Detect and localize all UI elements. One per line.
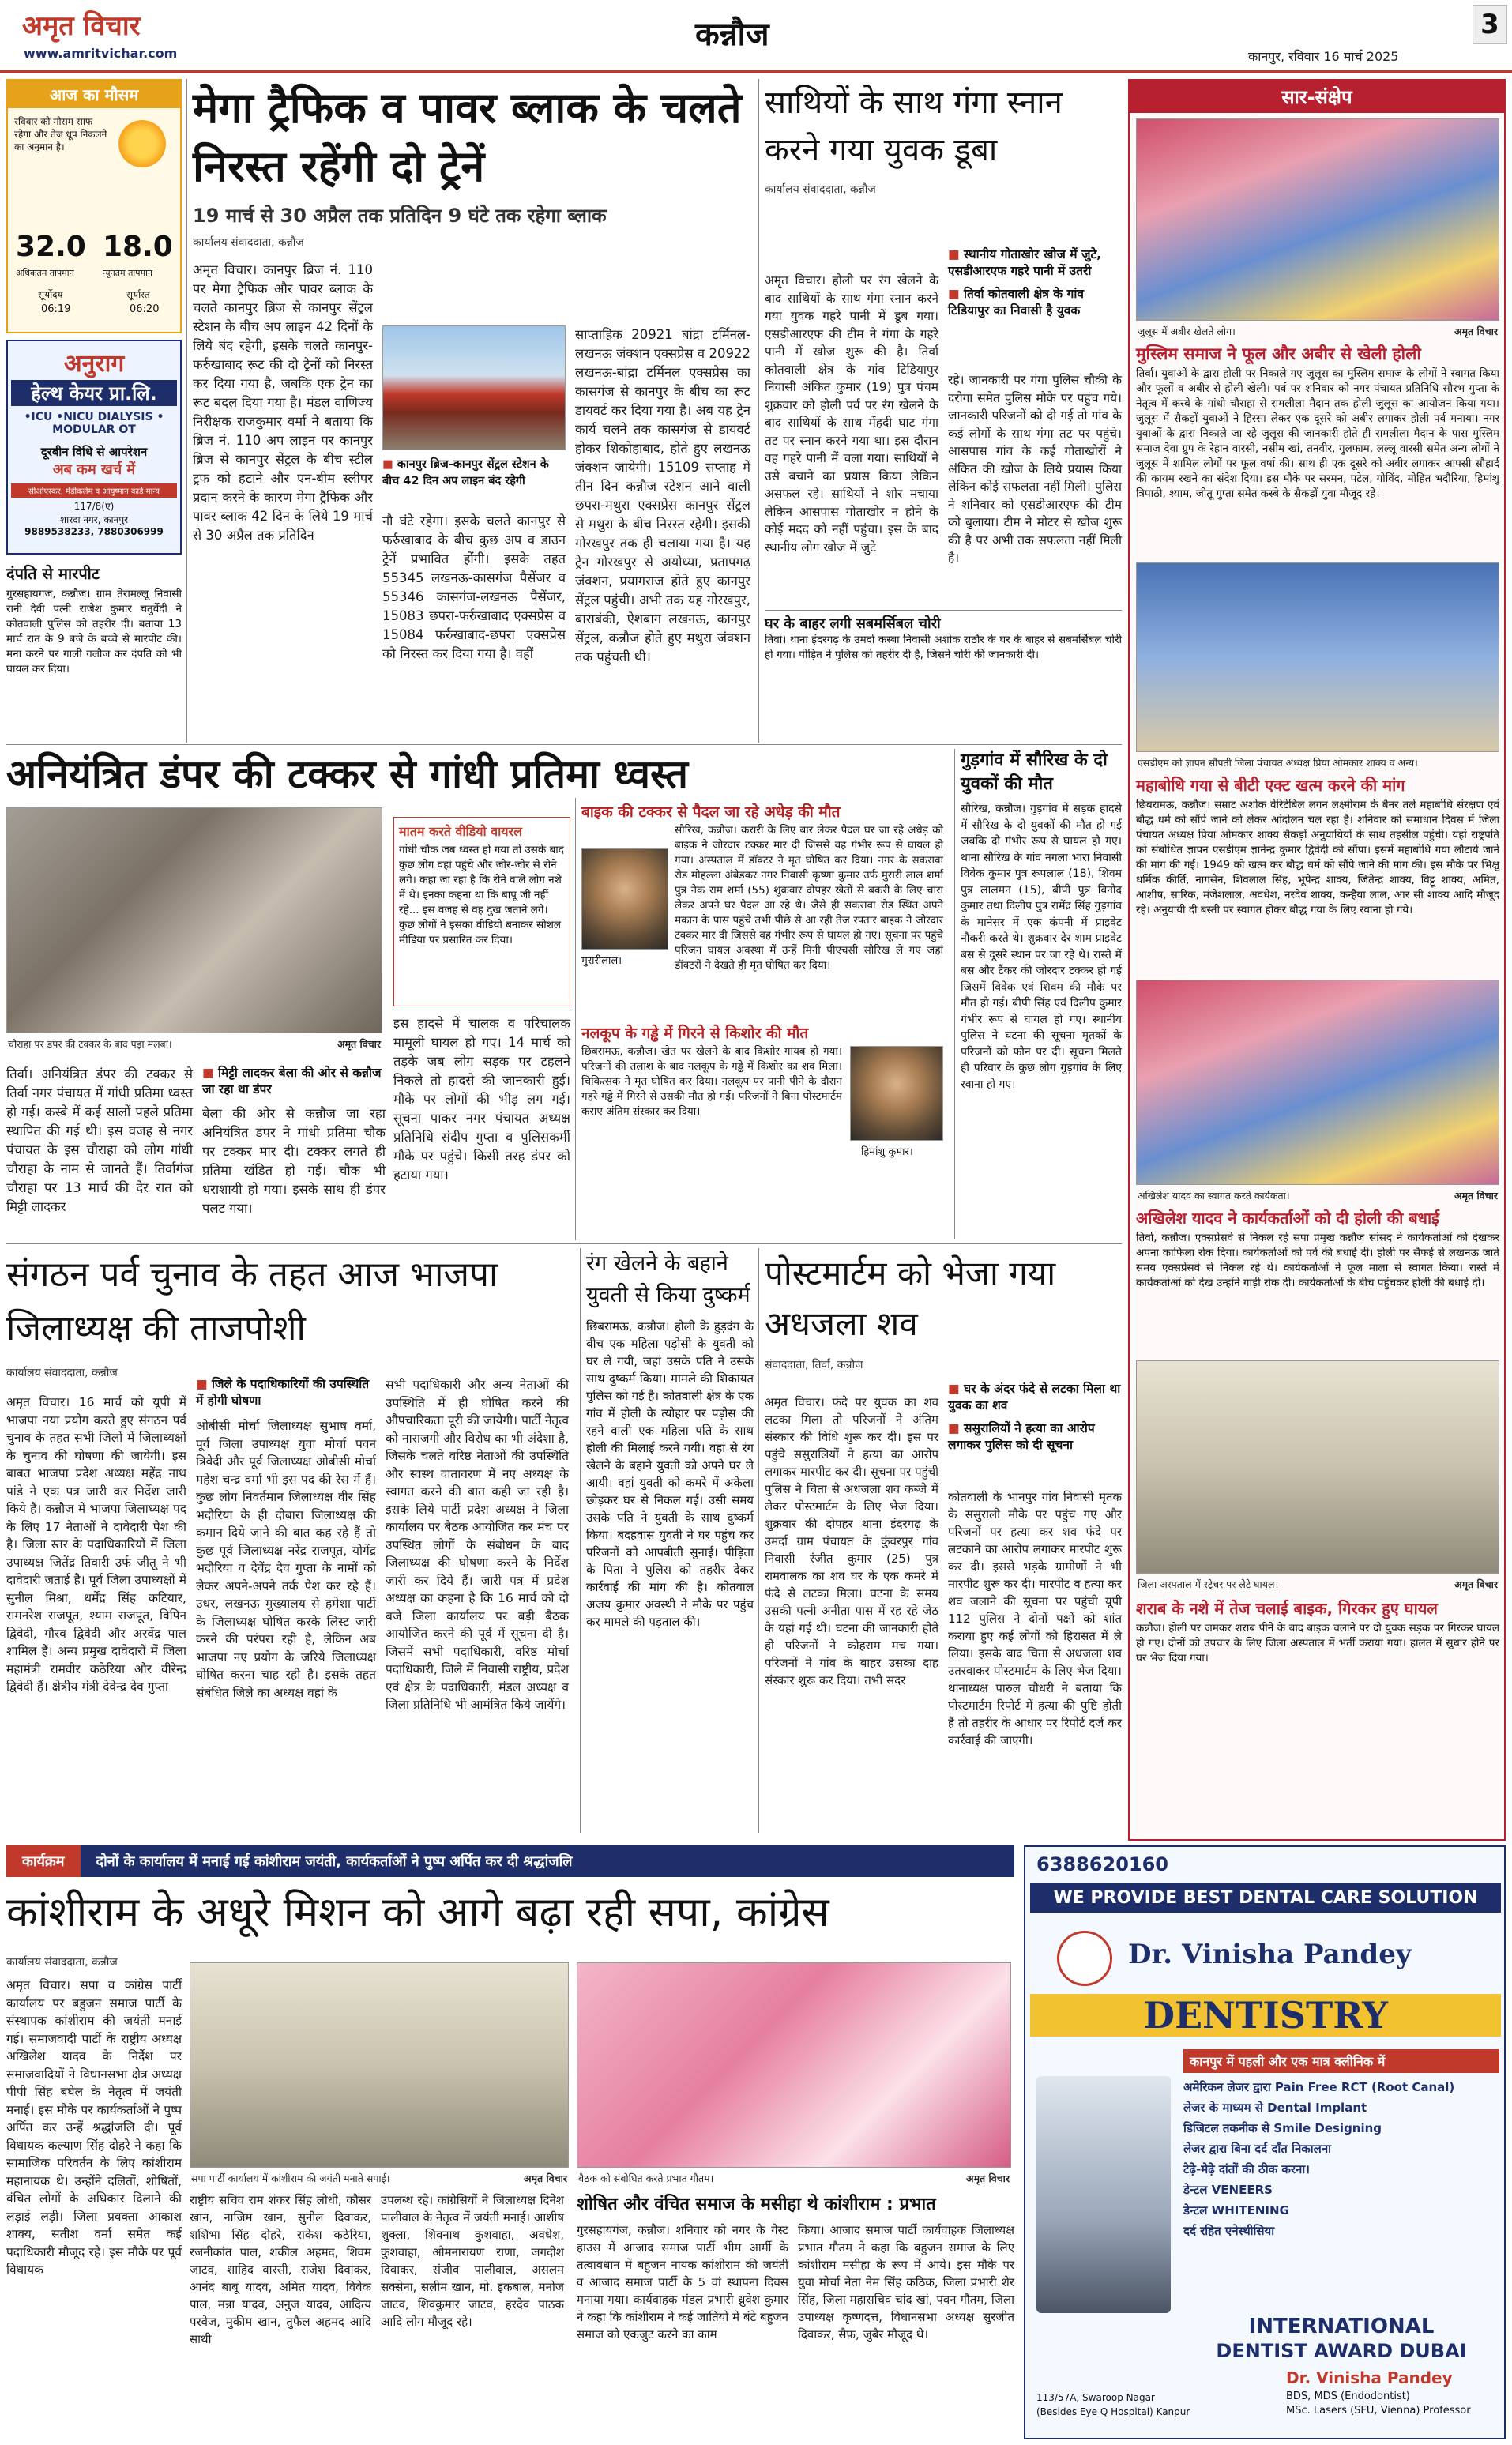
video-box <box>393 817 570 1006</box>
sub-brief-headline: घर के बाहर लगी सबमर्सिबल चोरी <box>765 615 941 632</box>
dental-service-5: टेढ़े-मेढ़े दांतों की ठीक करना। <box>1183 2162 1310 2176</box>
sunrise-time: 06:19 <box>41 303 71 315</box>
sidebar-caption-1 <box>1136 322 1499 340</box>
ganga-story <box>765 79 1122 743</box>
prabhat-col2: किया। आजाद समाज पार्टी कार्यवाहक जिलाध्यक्ष प्रभात गौतम ने कहा कि बहुजन समाज के लिए कांशीराम मसीहा के रूप में आये। इस मौके पर युवा मोर्चा नेता नेम सिंह कठिक, जिला प्रभारी शेर सिंह, जिला महासचिव चांद खां, पवन गौतम, जिला उपाध्यक्ष कृष्णदत्त, विधानसभा अध्यक्ष सुरजीत दिवाकर, सैफ़, जुबैर मौजूद थे। <box>798 2223 1014 2342</box>
ganga-bullets <box>948 246 1122 319</box>
dental-address-2: (Besides Eye Q Hospital) Kanpur <box>1036 2406 1190 2417</box>
sidebar-headline-1: मुस्लिम समाज ने फूल और अबीर से खेली होली <box>1136 344 1421 363</box>
sidebar-caption-2 <box>1136 754 1499 772</box>
sidebar-credit-4: अमृत विचार <box>1454 1578 1498 1590</box>
gandhi-caption-text: चौराहा पर डंपर की टक्कर के बाद पड़ा मलबा। <box>8 1038 172 1050</box>
prabhat-headline: शोषित और वंचित समाज के मसीहा थे कांशीराम : प्रभात <box>577 2195 936 2214</box>
dental-degrees-2: MSc. Lasers (SFU, Vienna) Professor <box>1286 2405 1471 2417</box>
prabhat-col1: गुरसहायगंज, कन्नौज। शनिवार को नगर के गेस्ट हाउस में आजाद समाज पार्टी भीम आर्मी के तत्वावधान में बहुजन नायक कांशीराम की जयंती व आजाद समाज पार्टी के 5 वां स्थापना दिवस मनाया गया। कार्यवाहक मंडल प्रभारी ध्रुवेश कुमार ने कहा कि कांशीराम ने कई जातियों में बंटे बहुजन समाज को एकजुट करने का काम <box>577 2223 788 2342</box>
kanshiram-photo-2 <box>577 1962 1011 2168</box>
dental-doctor: Dr. Vinisha Pandey <box>1128 1939 1412 1970</box>
dental-banner: WE PROVIDE BEST DENTAL CARE SOLUTION <box>1030 1883 1501 1913</box>
elderly-photo <box>581 848 668 950</box>
gandhi-photo-caption <box>6 1035 382 1053</box>
kanshiram-band <box>6 1845 1014 1877</box>
sunset-label: सूर्यास्त <box>126 289 150 300</box>
train-photo-caption: ■ कानपुर ब्रिज-कानपुर सेंट्रल स्टेशन के बीच 42 दिन अप लाइन बंद रहेगी <box>382 457 566 490</box>
sub-brief-text: तिर्वा। थाना इंदरगढ़ के उमर्दा कस्बा निवासी अशोक राठौर के घर के बाहर से सबमर्सिबल चोरी हो गया। पीड़ित ने पुलिस को तहरीर दी है, जिसने चोरी की जानकारी दी। <box>765 634 1122 661</box>
saurikh-headline: गुड़गांव में सौरिख के दो युवकों की मौत <box>961 750 1108 794</box>
dental-service-2: लेजर के माध्यम से Dental Implant <box>1183 2101 1367 2115</box>
train-col1: अमृत विचार। कानपुर ब्रिज नं. 110 पर मेगा ट्रैफिक और पावर ब्लाक के चलते कानपुर ब्रिज से कानपुर सेंट्रल स्टेशन के बीच अप लाइन 42 दिनों के लिये बंद रहेगी, इसके चलते कानपुर-फर्रुखाबाद रूट की दो ट्रेनों को निरस्त कर दिया गया है, जबकि एक ट्रेन का रूट बदल दिया गया है। मंडल वाणिज्य निरीक्षक राजकुमार वर्मा ने बताया कि ब्रिज नं. 110 अप लाइन पर कानपुर ब्रिज से कानपुर सेंट्रल के बीच स्टील ट्रफ को हटाने और एन-बीम स्लीपर प्रदान करने के कारण मेगा ट्रैफिक और पावर ब्लाक 42 दिन के लिये 19 मार्च से 30 अप्रैल तक प्रतिदिन <box>193 262 373 543</box>
bjp-bullet: ■ जिले के पदाधिकारियों की उपस्थिति में होगी घोषणा <box>196 1376 376 1409</box>
train-byline: कार्यालय संवाददाता, कन्नौज <box>193 236 304 249</box>
dental-service-3: डिजिटल तकनीक से Smile Designing <box>1183 2121 1382 2135</box>
kanshiram-photo-1 <box>190 1962 569 2168</box>
gandhi-headline: अनियंत्रित डंपर की टक्कर से गांधी प्रतिमा ध्वस्त <box>6 751 688 797</box>
kanshiram-caption-2 <box>577 2169 1011 2187</box>
train-col3: साप्ताहिक 20921 बांद्रा टर्मिनल-लखनऊ जंक्शन एक्सप्रेस व 20922 लखनऊ-बांद्रा टर्मिनल एक्सप्रेस का कासगंज से कानपुर के बीच का रूट डायवर्ट कर दिया गया है। अब यह ट्रेन कार्य चलने तक कासगंज से डायवर्ट होकर शिकोहाबाद, होते हुए लखनऊ जंक्शन जायेगी। 15109 सप्ताह में तीन दिन कन्नौज स्टेशन आने वाली छपरा-मथुरा एक्सप्रेस कानपुर सेंट्रल से मथुरा के बीच निरस्त रहेगी। इसकी गोरखपुर तक ही चलाया गया है। यह ट्रेन गोरखपुर से अयोध्या, प्रतापगढ़ जंक्शन, प्रयागराज होते हुए कानपुर सेंट्रल पहुंची। अभी तक यह गोरखपुर, बाराबंकी, ऐशबाग लखनऊ, कानपुर सेंट्रल, कन्नौज होते हुए मथुरा जंक्शन तक पहुंचती थी। <box>575 327 750 664</box>
bjp-story <box>6 1248 575 1833</box>
kanshiram-kicker: दोनों के कार्यालय में मनाई गई कांशीराम जयंती, कार्यकर्ताओं ने पुष्प अर्पित कर दी श्रद्धांजलि <box>96 1853 573 1870</box>
ganga-bullet-1: ■ स्थानीय गोताखोर खोज में जुटे, एसडीआरएफ गहरे पानी में उतरी <box>948 246 1122 280</box>
website: www.amritvichar.com <box>24 46 178 61</box>
sidebar <box>1128 79 1506 1841</box>
kanshiram-credit-2: अमृत विचार <box>966 2172 1010 2184</box>
kanshiram-credit-1: अमृत विचार <box>524 2172 567 2184</box>
sidebar-caption-2-text: एसडीएम को ज्ञापन सौंपती जिला पंचायत अध्यक्ष प्रिया ओमकार शाक्य व अन्य। <box>1138 757 1418 769</box>
dental-ad <box>1024 1845 1506 2439</box>
sidebar-headline-4: शराब के नशे में तेज चलाई बाइक, गिरकर हुए घायल <box>1136 1599 1438 1618</box>
sidebar-photo-4 <box>1136 1360 1499 1574</box>
postmortem-bullet-1: ■ घर के अंदर फंदे से लटका मिला था युवक का शव <box>948 1381 1122 1414</box>
sidebar-photo-2 <box>1136 562 1499 752</box>
ganga-byline: कार्यालय संवाददाता, कन्नौज <box>765 183 876 196</box>
dental-address-1: 113/57A, Swaroop Nagar <box>1036 2392 1155 2403</box>
hospital-street: शारदा नगर, कानपुर <box>59 514 129 525</box>
max-temp: 32.0 <box>16 231 86 263</box>
train-photo <box>382 325 566 450</box>
postmortem-bullets <box>948 1381 1122 1454</box>
video-box-title: मातम करते वीडियो वायरल <box>399 824 522 839</box>
ganga-headline: साथियों के साथ गंगा स्नान करने गया युवक डूबा <box>765 85 1063 168</box>
bjp-headline: संगठन पर्व चुनाव के तहत आज भाजपा जिलाध्यक्ष की ताजपोशी <box>6 1254 498 1349</box>
sidebar-title: सार-संक्षेप <box>1130 81 1504 113</box>
kanshiram-caption-2-text: बैठक को संबोधित करते प्रभात गौतम। <box>578 2172 714 2184</box>
kanshiram-category: कार्यक्रम <box>6 1845 81 1877</box>
bjp-byline: कार्यालय संवाददाता, कन्नौज <box>6 1367 118 1379</box>
sidebar-credit-3: अमृत विचार <box>1454 1190 1498 1202</box>
page-city: कन्नौज <box>695 17 769 53</box>
kanshiram-caption-1-text: सपा पार्टी कार्यालय में कांशीराम की जयंती मनाते सपाई। <box>191 2172 390 2184</box>
bjp-col3: सभी पदाधिकारी और अन्य नेताओं की उपस्थिति में ही घोषित करने की औपचारिकता पूरी की जायेगी। पार्टी नेतृत्व को नाराजगी और विरोध का भी अंदेशा है, जिसके चलते वरिष्ठ नेताओं की उपस्थिति और स्वस्थ वातावरण में नए अध्यक्ष के स्वागत करने की बात कही जा रही है। इसके लिये पार्टी प्रदेश अध्यक्ष ने जिला कार्यालय पर बैठक आयोजित कर मंच पर उपस्थित लोगों के संबोधन के बाद जिलाध्यक्ष की घोषणा करने के निर्देश जारी कर दिये हैं। जारी पत्र में प्रदेश अध्यक्ष का कहना है कि 16 मार्च को दो बजे जिला कार्यालय पर बड़ी बैठक आयोजित करने की पूर्व में सूचना दी है। जिसमें सभी पदाधिकारी, वरिष्ठ मोर्चा पदाधिकारी, जिले में निवासी राष्ट्रीय, प्रदेश एवं क्षेत्र के पदाधिकारी, मंडल अध्यक्ष व जिला प्रतिनिधि भी आमंत्रित किये जायेंगे। <box>386 1378 569 1712</box>
max-temp-label: अधिकतम तापमान <box>16 268 74 278</box>
couple-text: गुरसहायगंज, कन्नौज। ग्राम तेरामल्लू निवासी रानी देवी पत्नी राजेश कुमार चतुर्वेदी ने कोतवाली पुलिस को तहरीर दी। बताया 13 मार्च रात के 9 बजे के बच्चे से मारपीट की। मना करने पर गाली गलौज कर दंपति को भी घायल कर दिया। <box>6 588 182 675</box>
sidebar-caption-3 <box>1136 1187 1499 1205</box>
gandhi-photo <box>6 807 382 1033</box>
woman-text: छिबरामऊ, कन्नौज। होली के हुड़दंग के बीच एक महिला पड़ोसी के युवती को घर ले गयी, जहां उसके पति ने उसके साथ दुष्कर्म किया। मामले की शिकायत पुलिस को गई है। कोतवाली क्षेत्र के एक गांव में होली के त्योहार पर पड़ोस की रहने वाली एक महिला पति के साथ होली की मिलाई करने गयी। वहां से रंग खेलने के बहाने युवती को अपने घर ले आयी। वहां युवती को कमरे में अकेला छोड़कर घर से निकल गई। उसी समय उसके पति ने युवती के साथ दुष्कर्म किया। बदहवास युवती ने घर पहुंच कर परिजनों को आपबीती सुनाई। पीड़िता के पिता ने पुलिस को तहरीर देकर कार्रवाई की मांग की है। कोतवाल अजय कुमार अवस्थी ने मौके पर पहुंच कर मामले की पड़ताल की। <box>586 1319 754 1629</box>
elderly-text: सौरिख, कन्नौज। करारी के लिए बार लेकर पैदल घर जा रहे अधेड़ को बाइक ने जोरदार टक्कर मार दी जिससे वह गंभीर रूप से घायल हो गया। अस्पताल में डॉक्टर ने मृत घोषित कर दिया। नगर के सकरावा रोड मोहल्ला अंबेडकर नगर निवासी कृष्णा कुमार उर्फ मुरारी लाल शर्मा पुत्र नेक राम शर्मा (55) शुक्रवार दोपहर खेतों से बकरी के लिए चारा लेकर अपने घर पैदल आ रहे थे। जैसे ही सकरावा रोड स्थित अपने मकान के पास पहुंचे तभी पीछे से आ रही तेज रफ्तार बाइक ने जोरदार टक्कर मार दी जिससे वह गंभीर रूप से घायल हो गए। सूचना पर पहुंचे परिजन घायल अवस्था में उन्हें मिनी पीएचसी सौरिख ले गए जहां डॉक्टरों ने देखते ही मृत घोषित कर दिया। <box>675 824 943 972</box>
dental-services <box>1183 2079 1499 2239</box>
dental-chair-image <box>1036 2076 1171 2313</box>
sidebar-photo-1 <box>1136 118 1499 321</box>
sidebar-caption-4-text: जिला अस्पताल में स्ट्रेचर पर लेटे घायल। <box>1138 1578 1279 1590</box>
sidebar-caption-3-text: अखिलेश यादव का स्वागत करते कार्यकर्ता। <box>1138 1190 1290 1202</box>
sidebar-text-2: छिबरामऊ, कन्नौज। सम्राट अशोक वेरिटेबिल लगन लक्ष्मीराम के बैनर तले महाबोधि संरक्षण एवं बौद्ध धर्म को सौंपे जाने को लेकर आंदोलन चल रहा है। शनिवार को समाधान दिवस में जिला पंचायत अध्यक्ष प्रिया ओमकार शाक्य सैकड़ों अनुयायियों के साथ तहसील पहुंची। यहां राष्ट्रपति को संबोधित ज्ञापन एसडीएम ज्ञानेन्द्र कुमार द्विवेदी को सौंपा। इसमें महाबोधि गया लौटाये जाने की मांग की गई। 1949 को खत्म कर बौद्ध धर्म को सौंपे जाने की मांग की। इस मौके पर भिक्षु धर्मिक कीर्ति, नागसेन, शिवलाल सिंह, भूपेन्द्र शाक्य, जितेन्द्र शाक्य, विट्टू शाक्य, अमित, आशीष, सारिक, मंजेशलाल, अवधेश, नरदेव शाक्य, कन्हैया लाल, आर सी शाक्य आदि मौजूद रहे। अनुयायी दी बस्ती पर स्वागत होकर बौद्ध गया के लिए रवाना हो गये। <box>1136 799 1499 916</box>
hospital-address: सीओएस्कर, मेडीकलेम व आयुष्मान कार्ड मान्य <box>11 483 177 498</box>
woman-headline: रंग खेलने के बहाने युवती से किया दुष्कर्म <box>586 1251 750 1307</box>
kanshiram-col2: राष्ट्रीय सचिव राम शंकर सिंह लोधी, कौसर खान, नाजिम खान, सुनील दिवाकर, शशिभा सिंह दोहरे, राकेश कठेरिया, रजनीकांत पाल, शकील अहमद, शिवम जाटव, शाहिद वारसी, राजेश दिवाकर, आनंद बाबू यादव, अमित यादव, विवेक पाल, मन्ना यादव, अनुज यादव, आदित्य परवेज, मुकीम खान, तुफैल अहमद आदि साथी <box>190 2193 371 2346</box>
train-story <box>193 79 754 743</box>
couple-brief <box>6 562 182 677</box>
hospital-phone: 9889538233, 7880306999 <box>24 526 164 537</box>
dental-title: DENTISTRY <box>1030 1994 1501 2037</box>
sidebar-credit-1: अमृत विचार <box>1454 325 1498 337</box>
tooth-icon <box>1057 1931 1112 1986</box>
couple-headline: दंपति से मारपीट <box>6 564 100 583</box>
weather-box <box>6 79 182 333</box>
masthead <box>0 0 1512 73</box>
brand-logo: अमृत विचार <box>22 10 141 42</box>
bjp-col2: ओबीसी मोर्चा जिलाध्यक्ष सुभाष वर्मा, पूर्व जिला उपाध्यक्ष युवा मोर्चा पवन त्रिवेदी और पूर्व जिलाध्यक्ष ओबीसी मोर्चा महेश चन्द्र वर्मा भी इस पद की रेस में हैं। कुछ लोग निवर्तमान जिलाध्यक्ष वीर सिंह भदौरिया के ही दोबारा जिलाध्यक्ष की कमान दिये जाने की बात कह रहे हैं तो कुछ पूर्व जिलाध्यक्ष नरेंद्र राजपूत, योगेंद्र भदौरिया व देवेंद्र देव गुप्ता के नामों को लेकर अपने-अपने तर्क पेश कर रहे हैं। उधर, लखनऊ मुख्यालय से हमेशा पार्टी के जिलाध्यक्ष घोषित करके लिस्ट जारी करने की परंपरा रही है, लेकिन अब भाजपा नए प्रयोग के जरिये जिलाध्यक्ष घोषित करना चाह रही है। इसके तहत संबंधित जिले का अध्यक्ष वहां के <box>196 1419 376 1700</box>
postmortem-col1: अमृत विचार। फंदे पर युवक का शव लटका मिला तो परिजनों ने अंतिम संस्कार की विधि शुरू कर दी। इस पर पहुंचे ससुरालियों ने हत्या का आरोप लगाकर मारपीट कर दी। सूचना पर पहुंची पुलिस ने चिता से अधजला शव कब्जे में लेकर पोस्टमार्टम के लिए भेज दिया। शुक्रवार की दोपहर थाना इंदरगढ़ के उमर्दा ग्राम पंचायत के कुंवरपुर गांव निवासी रंजीत कुमार (25) पुत्र रामवालक का शव घर के एक कमरे में फंदे से लटका मिला। घटना के समय उसकी पत्नी अनीता पास में रह रहे जेठ के यहां गई थी। घटना की जानकारी होते ही परिजनों ने कोहराम मच गया। परिजनों ने गांव के बाहर उसका दाह संस्कार शुरू कर दिया। तभी सदर <box>765 1395 938 1687</box>
ganga-bullet-2: ■ तिर्वा कोतवाली क्षेत्र के गांव टिडियापुर का निवासी है युवक <box>948 286 1122 319</box>
elderly-headline: बाइक की टक्कर से पैदल जा रहे अधेड़ की मौत <box>581 803 841 821</box>
sidebar-headline-2: महाबोधि गया से बीटी एक्ट खत्म करने की मांग <box>1136 776 1405 795</box>
train-headline: मेगा ट्रैफिक व पावर ब्लाक के चलते निरस्त रहेंगी दो ट्रेनें <box>193 83 742 191</box>
gandhi-credit: अमृत विचार <box>337 1038 381 1050</box>
hospital-services: •ICU •NICU DIALYSIS • MODULAR OT <box>24 411 164 436</box>
page-number: 3 <box>1473 5 1507 44</box>
elderly-photo-label: मुरारीलाल। <box>581 955 622 967</box>
boy-photo <box>850 1046 943 1141</box>
sidebar-text-4: कन्नौज। होली पर जमकर शराब पीने के बाद बाइक चलाने पर दो युवक सड़क पर गिरकर घायल हो गए। दोनों को उपचार के लिए जिला अस्पताल में भर्ती कराया गया। हालत में सुधार होने पर घर भेज दिया गया। <box>1136 1622 1499 1664</box>
postmortem-bullet-2: ■ ससुरालियों ने हत्या का आरोप लगाकर पुलिस को दी सूचना <box>948 1420 1122 1454</box>
kanshiram-byline: कार्यालय संवाददाता, कन्नौज <box>6 1956 118 1969</box>
dental-service-7: डेन्टल WHITENING <box>1183 2203 1289 2217</box>
postmortem-headline: पोस्टमार्टम को भेजा गया अधजला शव <box>765 1254 1056 1343</box>
dateline: कानपुर, रविवार 16 मार्च 2025 <box>1248 49 1399 64</box>
ganga-col1: अमृत विचार। होली पर रंग खेलने के बाद साथियों के साथ गंगा स्नान करने गया युवक गहरे पानी में डूब गया। एसडीआरएफ की टीम ने गंगा के गहरे पानी में खोज शुरू की है। तिर्वा कोतवाली क्षेत्र के गांव टिडियापुर निवासी अंकित कुमार (19) पुत्र पंचम शुक्रवार को होली पर्व पर रंग खेलने के बाद साथियों के साथ मेंहदी घाट गंगा तट पर स्नान करने गया था। इस दौरान वह गहरे पानी में चला गया। साथियों ने उसे बचाने का प्रयास किया लेकिन असफल रहे। साथियों ने शोर मचाया लेकिन आसपास गोताखोर न होने के कोई मदद को नहीं पहुंचा। इस के बाद स्थानीय लोग खोज में जुटे <box>765 273 938 555</box>
boy-photo-label: हिमांशु कुमार। <box>861 1146 913 1158</box>
dental-award-1: INTERNATIONAL <box>1248 2315 1435 2338</box>
bjp-col1: अमृत विचार। 16 मार्च को यूपी में भाजपा नया प्रयोग करते हुए संगठन पर्व चुनाव के तहत सभी जिलों में जिलाध्यक्षों के चुनाव की घोषणा की जायेगी। इस बाबत भाजपा प्रदेश अध्यक्ष महेंद्र नाथ पांडे ने एक पत्र जारी कर निर्देश जारी किये हैं। कन्नौज में भाजपा जिलाध्यक्ष पद के लिए 17 नेताओं ने दावेदारी पेश की है। जिला स्तर के पदाधिकारियों में जिला उपाध्यक्ष जितेंद्र तिवारी उर्फ जीतू ने भी दावेदारी जताई है। पूर्व जिला उपाध्यक्षों में सुनील मिश्रा, धर्मेंद्र सिंह कटियार, रामनरेश राजपूत, श्याम राजपूत, विपिन द्विवेदी, गौरव द्विवेदी और अरवेंद्र पाल शामिल हैं। अन्य प्रमुख दावेदारों में जिला महामंत्री रामवीर कठेरिया और वीरेन्द्र द्विवेदी हैं। क्षेत्रीय मंत्री देवेन्द्र देव गुप्ता <box>6 1395 186 1694</box>
dental-service-8: दर्द रहित एनेस्थीसिया <box>1183 2224 1275 2238</box>
train-subhead: 19 मार्च से 30 अप्रैल तक प्रतिदिन 9 घंटे तक रहेगा ब्लाक <box>193 205 607 227</box>
kanshiram-headline: कांशीराम के अधूरे मिशन को आगे बढ़ा रही सपा, कांग्रेस <box>6 1889 829 1936</box>
dental-award-2: DENTIST AWARD DUBAI <box>1216 2340 1467 2362</box>
boy-headline: नलकूप के गड्ढे में गिरने से किशोर की मौत <box>581 1025 809 1042</box>
saurikh-text: सौरिख, कन्नौज। गुड़गांव में सड़क हादसे में सौरिख के दो युवकों की मौत हो गई जबकि दो गंभीर रूप से घायल हो गए। थाना सौरिख के गांव नगला भारा निवासी विवेक कुमार पुत्र रूपलाल (18), शिवम पुत्र लालमन (15), बीपी पुत्र विनोद कुमार तथा दिलीप पुत्र रामेंद्र सिंह गुड़गांव के मानेसर में एक कंपनी में प्राइवेट नौकरी करते थे। शुक्रवार देर शाम प्राइवेट बस से दूसरे स्थान पर जा रहे थे। रास्ते में बस और टैंकर की जोरदार टक्कर हो गई जिसमें विवेक एवं शिवम की मौके पर मौत हो गई। बीपी सिंह एवं दिलीप कुमार गंभीर रूप से घायल हो गए। स्थानीय पुलिस ने घटना की सूचना मृतकों के परिजनों को फोन पर दी। सूचना मिलते ही परिवार के कुछ लोग गुड़गांव के लिए रवाना हो गए। <box>961 803 1122 1091</box>
hospital-ad <box>6 340 182 555</box>
min-temp-label: न्यूनतम तापमान <box>103 268 152 278</box>
dental-service-1: अमेरिकन लेजर द्वारा Pain Free RCT (Root Canal) <box>1183 2080 1455 2094</box>
hospital-name-2: हेल्थ केयर प्रा.लि. <box>11 380 177 406</box>
dental-doctor-2: Dr. Vinisha Pandey <box>1286 2368 1453 2387</box>
postmortem-byline: संवाददाता, तिर्वा, कन्नौज <box>765 1359 863 1371</box>
sunrise-label: सूर्योदय <box>38 289 63 300</box>
postmortem-story <box>765 1248 1122 1833</box>
min-temp: 18.0 <box>103 231 173 263</box>
weather-title: आज का मौसम <box>8 81 180 108</box>
elderly-story <box>581 801 945 1006</box>
sub-brief <box>765 610 1122 663</box>
kanshiram-col1: अमृत विचार। सपा व कांग्रेस पार्टी कार्यालय पर बहुजन समाज पार्टी के संस्थापक कांशीराम की जयंती मनाई गई। समाजवादी पार्टी के राष्ट्रीय अध्यक्ष अखिलेश यादव के निर्देश पर समाजवादियों ने विधानसभा क्षेत्र अध्यक्ष पीपी सिंह बघेल के नेतृत्व में जयंती मनाई। इस मौके पर कार्यकर्ताओं ने पुष्प अर्पित कर उन्हें श्रद्धांजलि दी। पूर्व विधायक कल्याण सिंह दोहरे ने कहा कि सामाजिक परिवर्तन के लिए कांशीराम महानायक थे। उन्होंने दलितों, शोषितों, वंचित लोगों के अधिकार दिलाने की लड़ाई लड़ी। जिला प्रवक्ता आकाश शाक्य, सतीश वर्मा समेत कई पदाधिकारी मौजूद रहे। इस मौके पर पूर्व विधायक <box>6 1978 182 2277</box>
dental-degrees-1: BDS, MDS (Endodontist) <box>1286 2390 1410 2402</box>
gandhi-bullet: ■ मिट्टी लादकर बेला की ओर से कन्नौज जा रहा था डंपर <box>202 1065 386 1098</box>
woman-story <box>586 1248 754 1833</box>
boy-text: छिबरामऊ, कन्नौज। खेत पर खेलने के बाद किशोर गायब हो गया। परिजनों की तलाश के बाद नलकूप के गड्ढे में किशोर का शव मिला। चिकित्सक ने मृत घोषित कर दिया। नलकूप पर पानी पीने के दौरान गहरे गड्ढे में गिरने से उसकी मौत हो गई। परिजनों ने बिना पोस्टमार्टम कराए अंतिम संस्कार कर दिया। <box>581 1045 842 1118</box>
gandhi-col1: तिर्वा। अनियंत्रित डंपर की टक्कर से तिर्वा नगर पंचायत में गांधी प्रतिमा ध्वस्त हो गई। कस्बे में कई सालों पहले प्रतिमा स्थापित की गई थी। इस वजह से नगर पंचायत के इस चौराहा को लोग गांधी चौराहा के नाम से जानते हैं। तिर्वागंज चौराहा पर 13 मार्च की देर रात को मिट्टी लादकर <box>6 1066 193 1214</box>
hospital-tagline: दूरबीन विधि से आपरेशन <box>40 445 148 459</box>
hospital-tagline-2: अब कम खर्च में <box>52 461 136 478</box>
ganga-col2: रहे। जानकारी पर गंगा पुलिस चौकी के दरोगा समेत पुलिस मौके पर पहुंच गये। जानकारी परिजनों को दी गई तो गांव के कई लोगों के साथ गंगा तट पर पहुंचे। आसपास गांव के कई गोताखोरों ने अंकित की खोज के लिये प्रयास किया लेकिन कोई सफलता नहीं मिली। पुलिस ने शनिवार को एसडीआरएफ की टीम को बुलाया। टीम ने मोटर से खोज शुरू की है पर अभी तक सफलता नहीं मिली है। <box>948 373 1122 565</box>
train-col2: नौ घंटे रहेगा। इसके चलते कानपुर से फर्रुखाबाद के बीच कुछ अप व डाउन ट्रेनें प्रभावित होंगी। इसके तहत 55345 लखनऊ-कासगंज पैसेंजर व 55346 कासगंज-लखनऊ पैसेंजर, 15083 छपरा-फर्रुखाबाद एक्सप्रेस व 15084 फर्रुखाबाद-छपरा एक्सप्रेस को निरस्त कर दिया गया है। वहीं <box>382 513 566 661</box>
sunset-time: 06:20 <box>130 303 160 315</box>
dental-phone: 6388620160 <box>1036 1853 1168 1875</box>
gandhi-col2: बेला की ओर से कन्नौज जा रहा अनियंत्रित डंपर ने गांधी प्रतिमा चौक पर टक्कर मार दी। टक्कर लगते ही प्रतिमा खंडित हो गई। चौक भी धराशायी हो गया। इसके साथ ही डंपर पलट गया। <box>202 1106 386 1216</box>
sidebar-text-3: तिर्वा, कन्नौज। एक्सप्रेसवे से निकल रहे सपा प्रमुख कन्नौज सांसद ने कार्यकर्ताओं को देखकर अपना काफिला रोक दिया। कार्यकर्ताओं को पर्व की बधाई दी। होली पर सैफई से लखनऊ जाते समय एक्सप्रेसवे से निकल रहे थे। कार्यकर्ताओं ने फूल माला से स्वागत किया। रास्ते में कार्यकर्ताओं को देख उन्होंने गाड़ी रोक दी। कार्यकर्ताओं के बीच पहुंचकर होली की बधाई दी। <box>1136 1232 1499 1289</box>
sidebar-photo-3 <box>1136 980 1499 1185</box>
kanshiram-caption-1 <box>190 2169 569 2187</box>
dental-intro: कानपुर में पहली और एक मात्र क्लीनिक में <box>1183 2049 1499 2073</box>
sun-icon <box>118 120 166 167</box>
dental-service-6: डेन्टल VENEERS <box>1183 2183 1273 2197</box>
sidebar-headline-3: अखिलेश यादव ने कार्यकर्ताओं को दी होली की बधाई <box>1136 1209 1439 1228</box>
sidebar-caption-4 <box>1136 1575 1499 1593</box>
saurikh-story <box>961 749 1122 1239</box>
hospital-plot: 117/8(ए) <box>73 501 115 512</box>
sidebar-caption-1-text: जुलूस में अबीर खेलते लोग। <box>1138 325 1236 337</box>
hospital-name-1: अनुराग <box>63 350 125 378</box>
video-box-text: गांधी चौक जब ध्वस्त हो गया तो उसके बाद कुछ लोग वहां पहुंचे और जोर-जोर से रोने लगे। कहा जा रहा है कि रोने वाले लोग नशे में थे। इनका कहना था कि बापू जी नहीं रहे... इस वजह से वह दुख जताने लगे। कुछ लोगों ने इसका वीडियो बनाकर सोशल मीडिया पर प्रसारित कर दिया। <box>399 844 564 946</box>
weather-text: रविवार को मौसम साफ रहेगा और तेज धूप निकलने का अनुमान है। <box>14 116 107 152</box>
postmortem-col2: कोतवाली के भानपुर गांव निवासी मृतक के ससुराली मौके पर पहुंच गए और परिजनों पर हत्या कर शव फंदे पर लटकाने का आरोप लगाकर मारपीट शुरू कर दी। इससे भड़के ग्रामीणों ने भी मारपीट शुरू कर दी। मारपीट व हत्या कर शव जलाने की सूचना पर पहुंची यूपी 112 पुलिस ने दोनों पक्षों को शांत कराया हुए कई लोगों को हिरासत में ले लिया। इसके बाद चिता से अधजला शव उतरवाकर पोस्टमार्टम के लिए भेज दिया। थानाध्यक्ष पारुल चौधरी ने बताया कि पोस्टमार्टम रिपोर्ट में हत्या की पुष्टि होती है तो तहरीर के आधार पर रिपोर्ट दर्ज कर कार्रवाई की जाएगी। <box>948 1490 1122 1747</box>
gandhi-col3: इस हादसे में चालक व परिचालक मामूली घायल हो गए। 14 मार्च को तड़के जब लोग सड़क पर टहलने निकले तो हादसे की जानकारी हुई। मौके पर लोगों की भीड़ लग गई। सूचना पाकर नगर पंचायत अध्यक्ष प्रतिनिधि संदीप गुप्ता व पुलिसकर्मी मौके पर पहुंचे। किसी तरह डंपर को हटाया गया। <box>393 1016 570 1183</box>
dental-service-4: लेजर द्वारा बिना दर्द दाँत निकालना <box>1183 2142 1332 2156</box>
kanshiram-col3: उपलब्ध रहे। कांग्रेसियों ने जिलाध्यक्ष दिनेश पालीवाल के नेतृत्व में जयंती मनाई। आशीष शुक्ला, शिवनाथ कुशवाहा, अवधेश, कुशवाहा, ओमनारायण राणा, जगदीश दिवाकर, संजीव पालीवाल, असलम सक्सेना, सलीम खान, मो. इकबाल, मनोज जाटव, शिवकुमार जाटव, हरदेव पाठक आदि लोग मौजूद रहे। <box>381 2193 564 2329</box>
boy-story <box>581 1022 945 1239</box>
sidebar-text-1: तिर्वा। युवाओं के द्वारा होली पर निकाले गए जुलूस का मुस्लिम समाज के लोगों ने स्वागत किया और फूलों व अबीर से होली खेली। पर्व पर शनिवार को नगर पंचायत प्रतिनिधि सौरभ गुप्ता के नेतृत्व में कस्बे के गांधी चौराहा से रामलीला मैदान तक होली जुलूस का आयोजन किया गया। जुलूस में सैकड़ों युवाओं ने हिस्सा लेकर एक दूसरे को अबीर लगाकर होली पर्व मनाया। नगर युवाओं के द्वारा निकाले जा रहे जुलूस की जानकारी होते ही रामलीला मैदान के पास मुस्लिम समाज देवा ग्रुप के रेहान वारसी, नसीम खां, तनवीर, गुलफाम, लल्लू वारसी समेत अन्य लोगों ने जुलूस में शामिल लोगों पर फूल वर्षा की। साथ ही एक दूसरे को अबीर लगाकर आपसी सौहार्द की कायम रखने का संदेश दिया। इस मौके पर सरमन, पटेल, गोविंद, मोहित भदौरिया, हिमांशु त्रिपाठी, श्याम, जीतू गुप्ता समेत कस्बे के सैकड़ों युवा मौजूद रहे। <box>1136 367 1499 500</box>
